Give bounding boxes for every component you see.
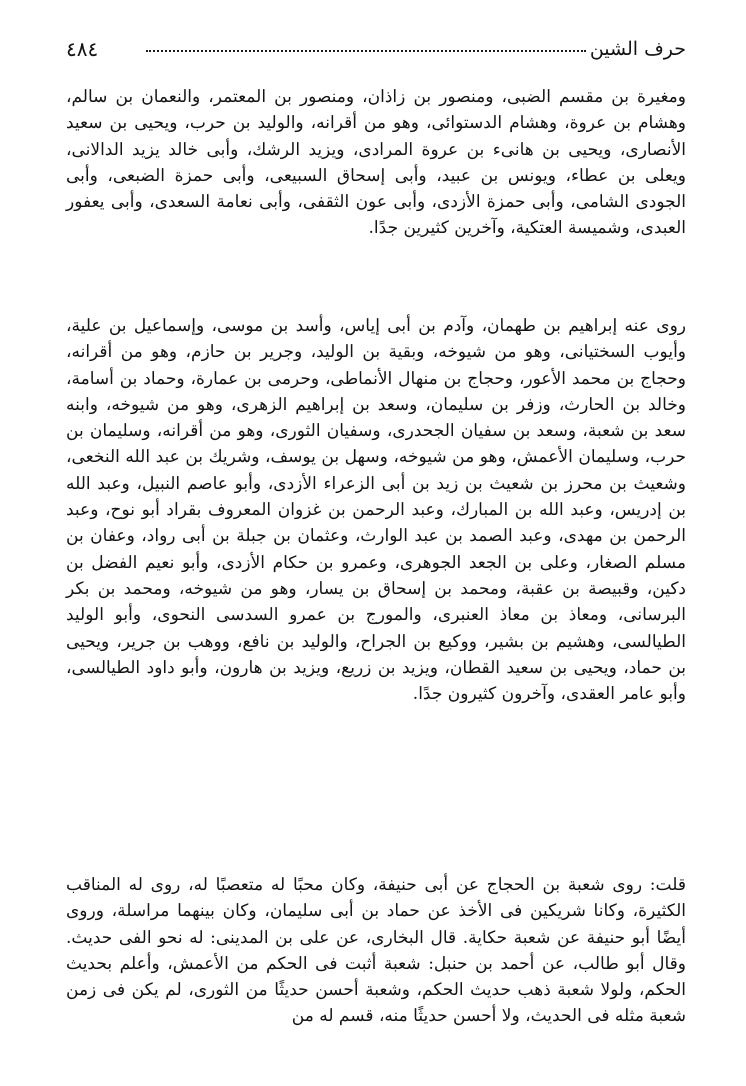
paragraph: قلت: روى شعبة بن الحجاج عن أبى حنيفة، وكان محبًا له متعصبًا له، روى له المناقب الكثيرة، وكانا شريكين فى الأخذ عن حماد بن أبى سليمان، وكان بينهما مراسلة، وروى أيضًا أبو حنيفة عن شعبة حكاية. قال البخارى، عن على بن المدينى: له نحو الفى حديث. وقال أبو طالب، عن أحمد بن حنبل: شعبة أثبت فى الحكم من الأعمش، وأعلم بحديث الحكم، ولولا شعبة ذهب حديث الحكم، وشعبة أحسن حديثًا من الثورى، لم يكن فى زمن شعبة مثله فى الحديث، ولا أحسن حديثًا منه، قسم له من	[66, 875, 686, 1027]
running-title: حرف الشين	[589, 38, 686, 60]
book-page	[66, 0, 686, 1086]
page-header	[66, 30, 686, 64]
page-body	[66, 84, 686, 1082]
paragraph-spacer	[66, 839, 686, 872]
paragraph: ومغيرة بن مقسم الضبى، ومنصور بن زاذان، ومنصور بن المعتمر، والنعمان بن سالم، وهشام بن عروة، وهشام الدستوائى، وهو من أقرانه، والوليد بن حرب، ويحيى بن سعيد الأنصارى، ويحيى بن هانىء بن عروة المرادى، ويزيد الرشك، وأبى خالد يزيد الدالانى، ويعلى بن عطاء، ويونس بن عبيد، وأبى إسحاق السبيعى، وأبى حمزة الضبعى، وأبى الجودى الشامى، وأبى حمزة الأزدى، وأبى عون الثقفى، وأبى نعامة السعدى، وأبى يعفور العبدى، وشميسة العتكية، وآخرين كثيرين جدًا.	[66, 87, 686, 239]
page-number: ٤٨٤	[66, 37, 99, 61]
paragraph: روى عنه إبراهيم بن طهمان، وآدم بن أبى إياس، وأسد بن موسى، وإسماعيل بن علية، وأيوب السختيانى، وهو من شيوخه، وبقية بن الوليد، وجرير بن حازم، وهو من أقرانه، وحجاج بن محمد الأعور، وحجاج بن منهال الأنماطى، وحرمى بن عمارة، وحماد بن أسامة، وخالد بن الحارث، وزفر بن سليمان، وسعد بن إبراهيم الزهرى، وهو من شيوخه، وابنه سعد بن شعبة، وسعد بن سفيان الجحدرى، وسفيان الثورى، وهو من أقرانه، وسليمان بن حرب، وسليمان الأعمش، وهو من شيوخه، وسهل بن يوسف، وشريك بن عبد الله النخعى، وشعيث بن محرز بن شعيث بن زيد بن أبى الزعراء الأزدى، وأبو عاصم النبيل، وعبد الله بن إدريس، وعبد الله بن المبارك، وعبد الرحمن بن غزوان المعروف بقراد أبو نوح، وعبد الرحمن بن مهدى، وعبد الصمد بن عبد الوارث، وعثمان بن جبلة بن أبى رواد، وعفان بن مسلم الصغار، وعلى بن الجعد الجوهرى، وعمرو بن حكام الأزدى، وأبو نعيم الفضل بن دكين، وقبيصة بن عقبة، ومحمد بن إسحاق بن يسار، وهو من شيوخه، ومحمد بن بكر البرسانى، ومعاذ بن معاذ العنبرى، والمورج بن عمرو السدسى النحوى، وأبو الوليد الطيالسى، وهشيم بن بشير، ووكيع بن الجراح، والوليد بن نافع، ووهب بن جرير، ويحيى بن حماد، ويحيى بن سعيد القطان، ويزيد بن زريع، ويزيد بن هارون، وأبو داود الطيالسى، وأبو عامر العقدى، وآخرون كثيرون جدًا.	[66, 316, 686, 705]
paragraph-spacer	[66, 294, 686, 313]
header-dot-leader	[146, 50, 586, 52]
